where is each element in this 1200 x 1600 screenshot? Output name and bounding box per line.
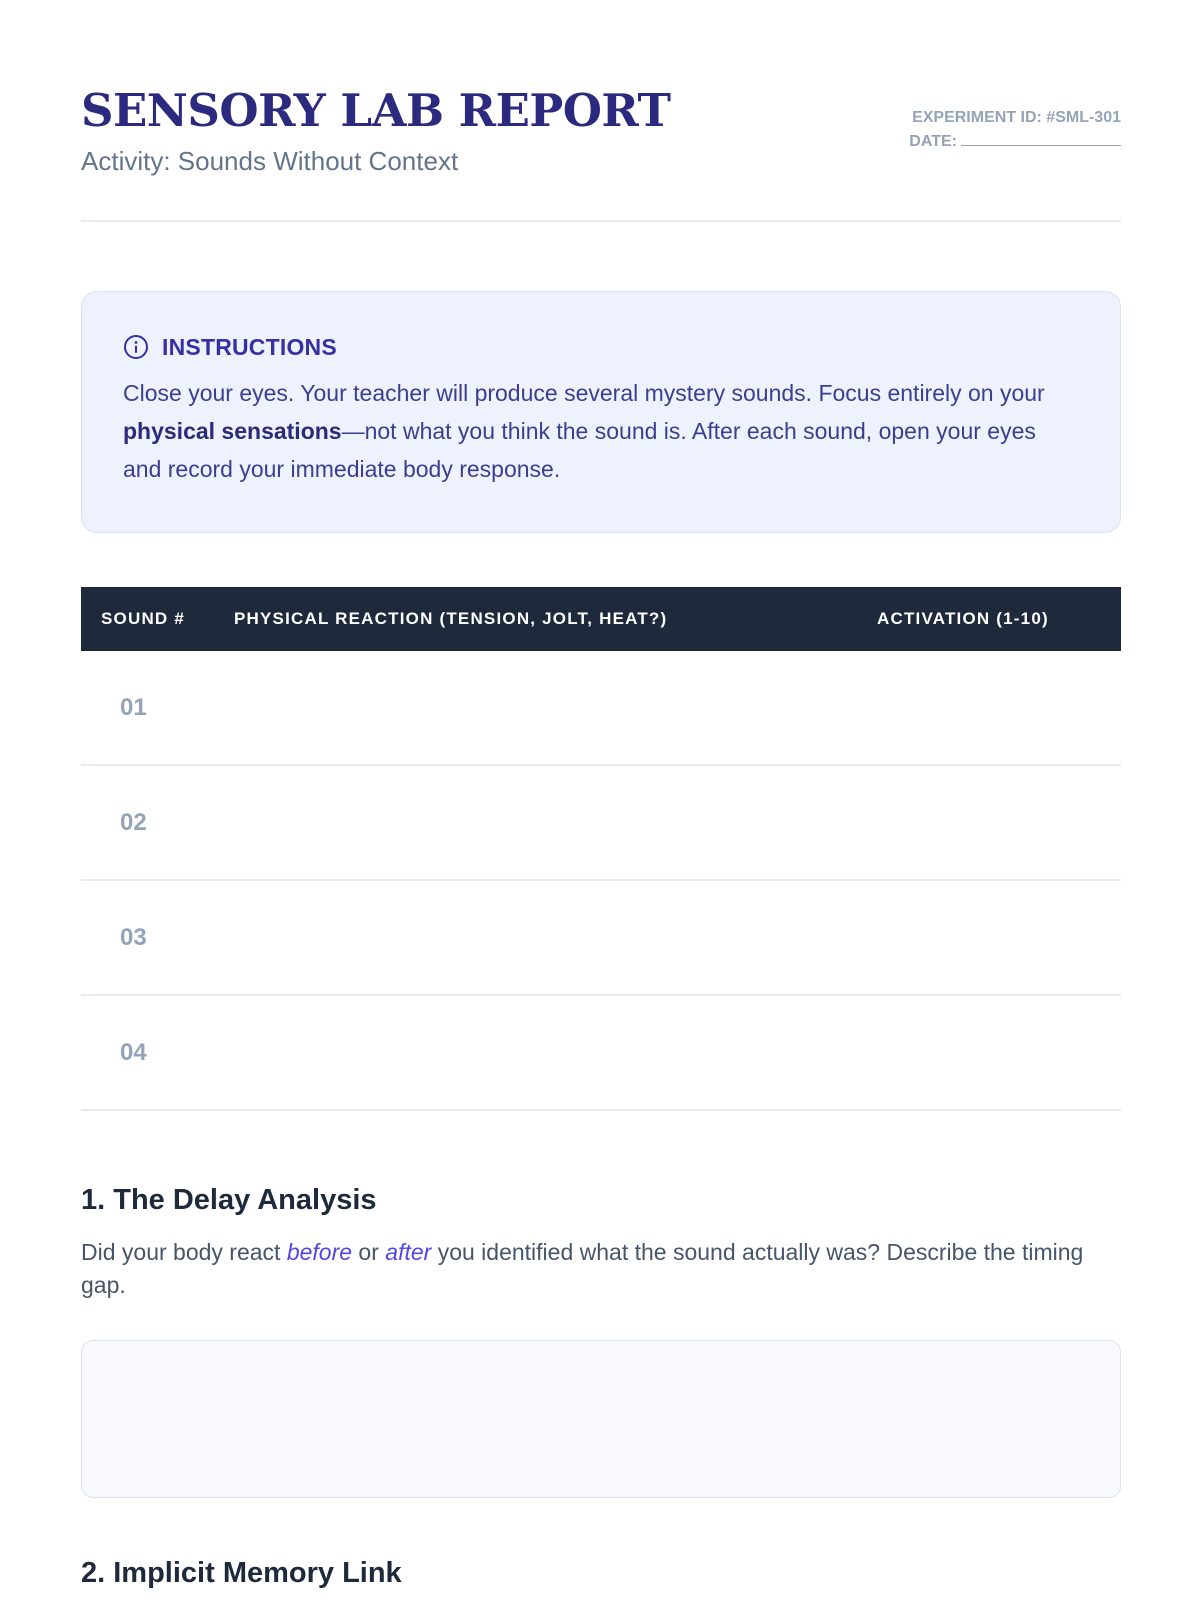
instructions-text — [123, 374, 1080, 488]
activity-subtitle: Activity: Sounds Without Context — [81, 146, 459, 176]
report-meta — [909, 106, 1121, 154]
sound-number: 04 — [120, 1038, 147, 1066]
activation-cell[interactable] — [877, 651, 1121, 764]
reaction-cell[interactable] — [234, 881, 877, 994]
date-label: DATE: — [909, 133, 957, 150]
prompt-part: or — [352, 1239, 386, 1265]
activation-cell[interactable] — [877, 996, 1121, 1109]
table-row — [81, 766, 1121, 881]
reaction-cell[interactable] — [234, 996, 877, 1109]
prompt-emphasis-after: after — [385, 1239, 432, 1265]
column-header-sound-number: SOUND # — [101, 609, 185, 628]
sound-number: 02 — [120, 808, 147, 836]
table-header — [81, 587, 1121, 651]
column-header-physical-reaction: PHYSICAL REACTION (TENSION, JOLT, HEAT?) — [234, 609, 668, 628]
prompt-part: you identified what the sound actually was? Describe the timing gap. — [81, 1239, 1084, 1298]
prompt-part: Did your body react — [81, 1239, 287, 1265]
section-title-implicit-memory: 2. Implicit Memory Link — [81, 1557, 402, 1589]
delay-analysis-answer-field[interactable] — [81, 1340, 1121, 1498]
experiment-id: EXPERIMENT ID: #SML-301 — [912, 109, 1121, 126]
section-title-delay-analysis: 1. The Delay Analysis — [81, 1184, 377, 1216]
instructions-text-emphasis: physical sensations — [123, 418, 342, 444]
sound-log-table — [81, 587, 1121, 1111]
page-title: SENSORY LAB REPORT — [81, 84, 671, 137]
reaction-cell[interactable] — [234, 766, 877, 879]
reaction-cell[interactable] — [234, 651, 877, 764]
sound-number: 03 — [120, 923, 147, 951]
instructions-text-start: Close your eyes. Your teacher will produce several mystery sounds. Focus entirely on your — [123, 380, 1045, 406]
info-icon — [123, 334, 149, 360]
column-header-activation: ACTIVATION (1-10) — [877, 609, 1049, 628]
instructions-heading: INSTRUCTIONS — [162, 333, 337, 360]
activation-cell[interactable] — [877, 766, 1121, 879]
table-row — [81, 881, 1121, 996]
instructions-text-end: —not what you think the sound is. After each sound, open your eyes and record your immediate body response. — [123, 418, 1036, 482]
sound-number: 01 — [120, 693, 147, 721]
instructions-header — [123, 332, 1080, 362]
activation-cell[interactable] — [877, 881, 1121, 994]
delay-analysis-prompt — [81, 1236, 1121, 1302]
table-row — [81, 996, 1121, 1111]
table-row — [81, 651, 1121, 766]
prompt-emphasis-before: before — [286, 1239, 353, 1265]
date-field[interactable] — [961, 131, 1121, 146]
date-row — [909, 130, 1121, 154]
report-header — [81, 0, 1121, 222]
delay-analysis-section — [81, 1180, 1121, 1302]
lab-report-page — [81, 0, 1121, 1589]
instructions-box — [81, 291, 1121, 533]
